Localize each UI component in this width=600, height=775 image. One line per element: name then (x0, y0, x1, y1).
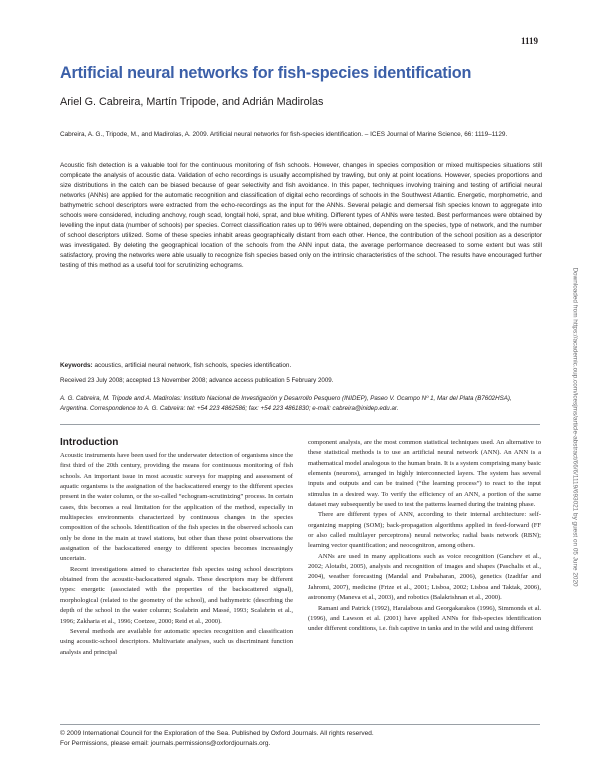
right-paragraph-1: component analysis, are the most common statistical techniques used. An alternative to these statistical methods is to use an artificial neural network (ANN). An ANN is a mathematical model analogous to the human brain. It is a system comprising many basic elements (neurons), arranged in highly interconnected layers. The system has several inputs and outputs and can be trained (“the learning process”) to react to the input stimulus in a desired way. To verify the efficiency of an ANN, a portion of the same dataset may subsequently be used to test the patterns learned during the training phase. (308, 439, 541, 509)
footer-divider (60, 724, 540, 725)
left-paragraph-1: Acoustic instruments have been used for the underwater detection of organisms since the first third of the 20th century, providing the means for continuous monitoring of fish schools. An important issue in most acoustic surveys for mapping and assessment of aquatic organisms is the assignation of the backscattered energy to the different species present in the water column, or the so-called “echogram-scrutinizing” process. In certain cases, this becomes a real limitation for the application of the method, especially in multispecies environments characterized by continuous changes in the species composition of the schools. Identification of the fish species in the observed schools can only be done in the main at trawl stations, but other than these point observations the assignation of the backscattered energy to different species becomes increasingly uncertain. (60, 452, 293, 563)
download-notice: Downloaded from https://academic.oup.com/icesjms/article-abstract/66/6/1119/693021 by guest on 05 June 2020 (571, 267, 579, 587)
keywords-text: acoustics, artificial neural network, fish schools, species identification. (94, 362, 292, 369)
permissions-notice: For Permissions, please email: journals.permissions@oxfordjournals.org. (60, 740, 271, 747)
affiliation: A. G. Cabreira, M. Tripode and A. Madirolas: Instituto Nacional de Investigación y Desarrollo Pesquero (INIDEP), Paseo V. Ocampo Nº 1, Mar del Plata (B7602HSA), Argentina. Correspondence to A. G. Cabreira: tel: +54 223 4862586; fax: +54 223 4861830; e-mail: cabreira@inidep.edu.ar. (60, 395, 512, 412)
copyright-notice: © 2009 International Council for the Exploration of the Sea. Published by Oxford Journals. All rights reserved. (60, 730, 374, 737)
download-sidebar (570, 207, 580, 647)
author-list: Ariel G. Cabreira, Martín Tripode, and Adrián Madirolas (60, 96, 324, 108)
keywords-label: Keywords: (60, 362, 93, 369)
footer (60, 729, 540, 749)
citation: Cabreira, A. G., Tripode, M., and Madirolas, A. 2009. Artificial neural networks for fish-species identification. – ICES Journal of Marine Science, 66: 1119–1129. (60, 131, 508, 138)
right-paragraph-4: Ramani and Patrick (1992), Haralabous and Georgakarakos (1996), Simmonds et al. (1996), and Lawson et al. (2001) have applied ANNs for fish-species identification under different conditions, i.e. fish captive in tanks and in the wild and using different (308, 604, 541, 633)
page-number: 1119 (520, 36, 538, 46)
left-column (60, 451, 293, 658)
right-column (308, 438, 541, 635)
introduction-heading: Introduction (60, 437, 119, 448)
received-dates: Received 23 July 2008; accepted 13 November 2008; advance access publication 5 February 2009. (60, 377, 334, 384)
keywords (60, 362, 540, 369)
section-divider (60, 424, 540, 425)
left-paragraph-3: Several methods are available for automatic species recognition and classification using acoustic-school descriptors. Multivariate analyses, such us discriminant function analysis and principal (60, 627, 293, 656)
article-title: Artificial neural networks for fish-species identification (60, 64, 472, 82)
right-paragraph-3: ANNs are used in many applications such as voice recognition (Ganchev et al., 2002; Alotaibi, 2005), analysis and recognition of images and shapes (Paschalis et al., 2004), weather forecasting (Mandal and Prabaharan, 2006), genetics (Izadifar and Jahromi, 2007), medicine (Frize et al., 2001; Lisboa, 2002; Lisboa and Taktak, 2006), astronomy (Maneva et al., 2003), and robotics (Balakrishnan et al., 2000). (308, 552, 541, 602)
left-paragraph-2: Recent investigations aimed to characterize fish species using school descriptors obtained from the acoustic-backscattered signals. These descriptors may be different types: energetic (associated with the properties of the backscattered signal), morphological (related to the geometry of the school), and bathymetric (describing the depth of the school in the water column; Scalabrin and Massé, 1993; Scalabrin et al., 1996; Zakharia et al., 1996; Coetzee, 2000; Reid et al., 2000). (60, 565, 293, 625)
right-paragraph-2: There are different types of ANN, according to their internal architecture: self-organizing mapping (SOM); back-propagation algorithms applied in feed-forward (FF or also called multilayer perceptrons) neural networks; radial basis network (RBN); learning vector quantification; and neocognitron, among others. (308, 511, 541, 550)
abstract: Acoustic fish detection is a valuable tool for the continuous monitoring of fish schools. However, changes in species composition or mixed multispecies situations still complicate the analysis of acoustic data. Validation of echo recordings is usually accomplished by trawling, but only at point locations. However, species proportions and size distributions in the catch can be biased because of gear selectivity and fish avoidance. In this paper, techniques involving training and testing of artificial neural networks (ANNs) are applied for the automatic recognition and classification of digital echo recordings of schools in the Southwest Atlantic. Energetic, morphometric, and bathymetric school descriptors were extracted from the echo-recordings as the input for the ANNs. Several pelagic and demersal fish species known to aggregate into schools were considered, including anchovy, rough scad, longtail hoki, sprat, and blue whiting. Different types of ANNs were tested. Best performances were obtained by levelling the input data (number of schools) per species. Correct classification rates up to 96% were obtained, depending on the species, type of network, and the number of school descriptors utilized. Some of these species inhabit areas geographically distant from each other. Hence, the contribution of the school position as a descriptor was investigated. By deleting the geographical location of the schools from the ANN input data, the average performance decreased to some extent but was still satisfactory, proving the networks were able usually to recognize fish species based only on the intrinsic characteristics of the school. The results have encouraged further testing of this method as a useful tool for scrutinizing echograms. (60, 162, 542, 269)
